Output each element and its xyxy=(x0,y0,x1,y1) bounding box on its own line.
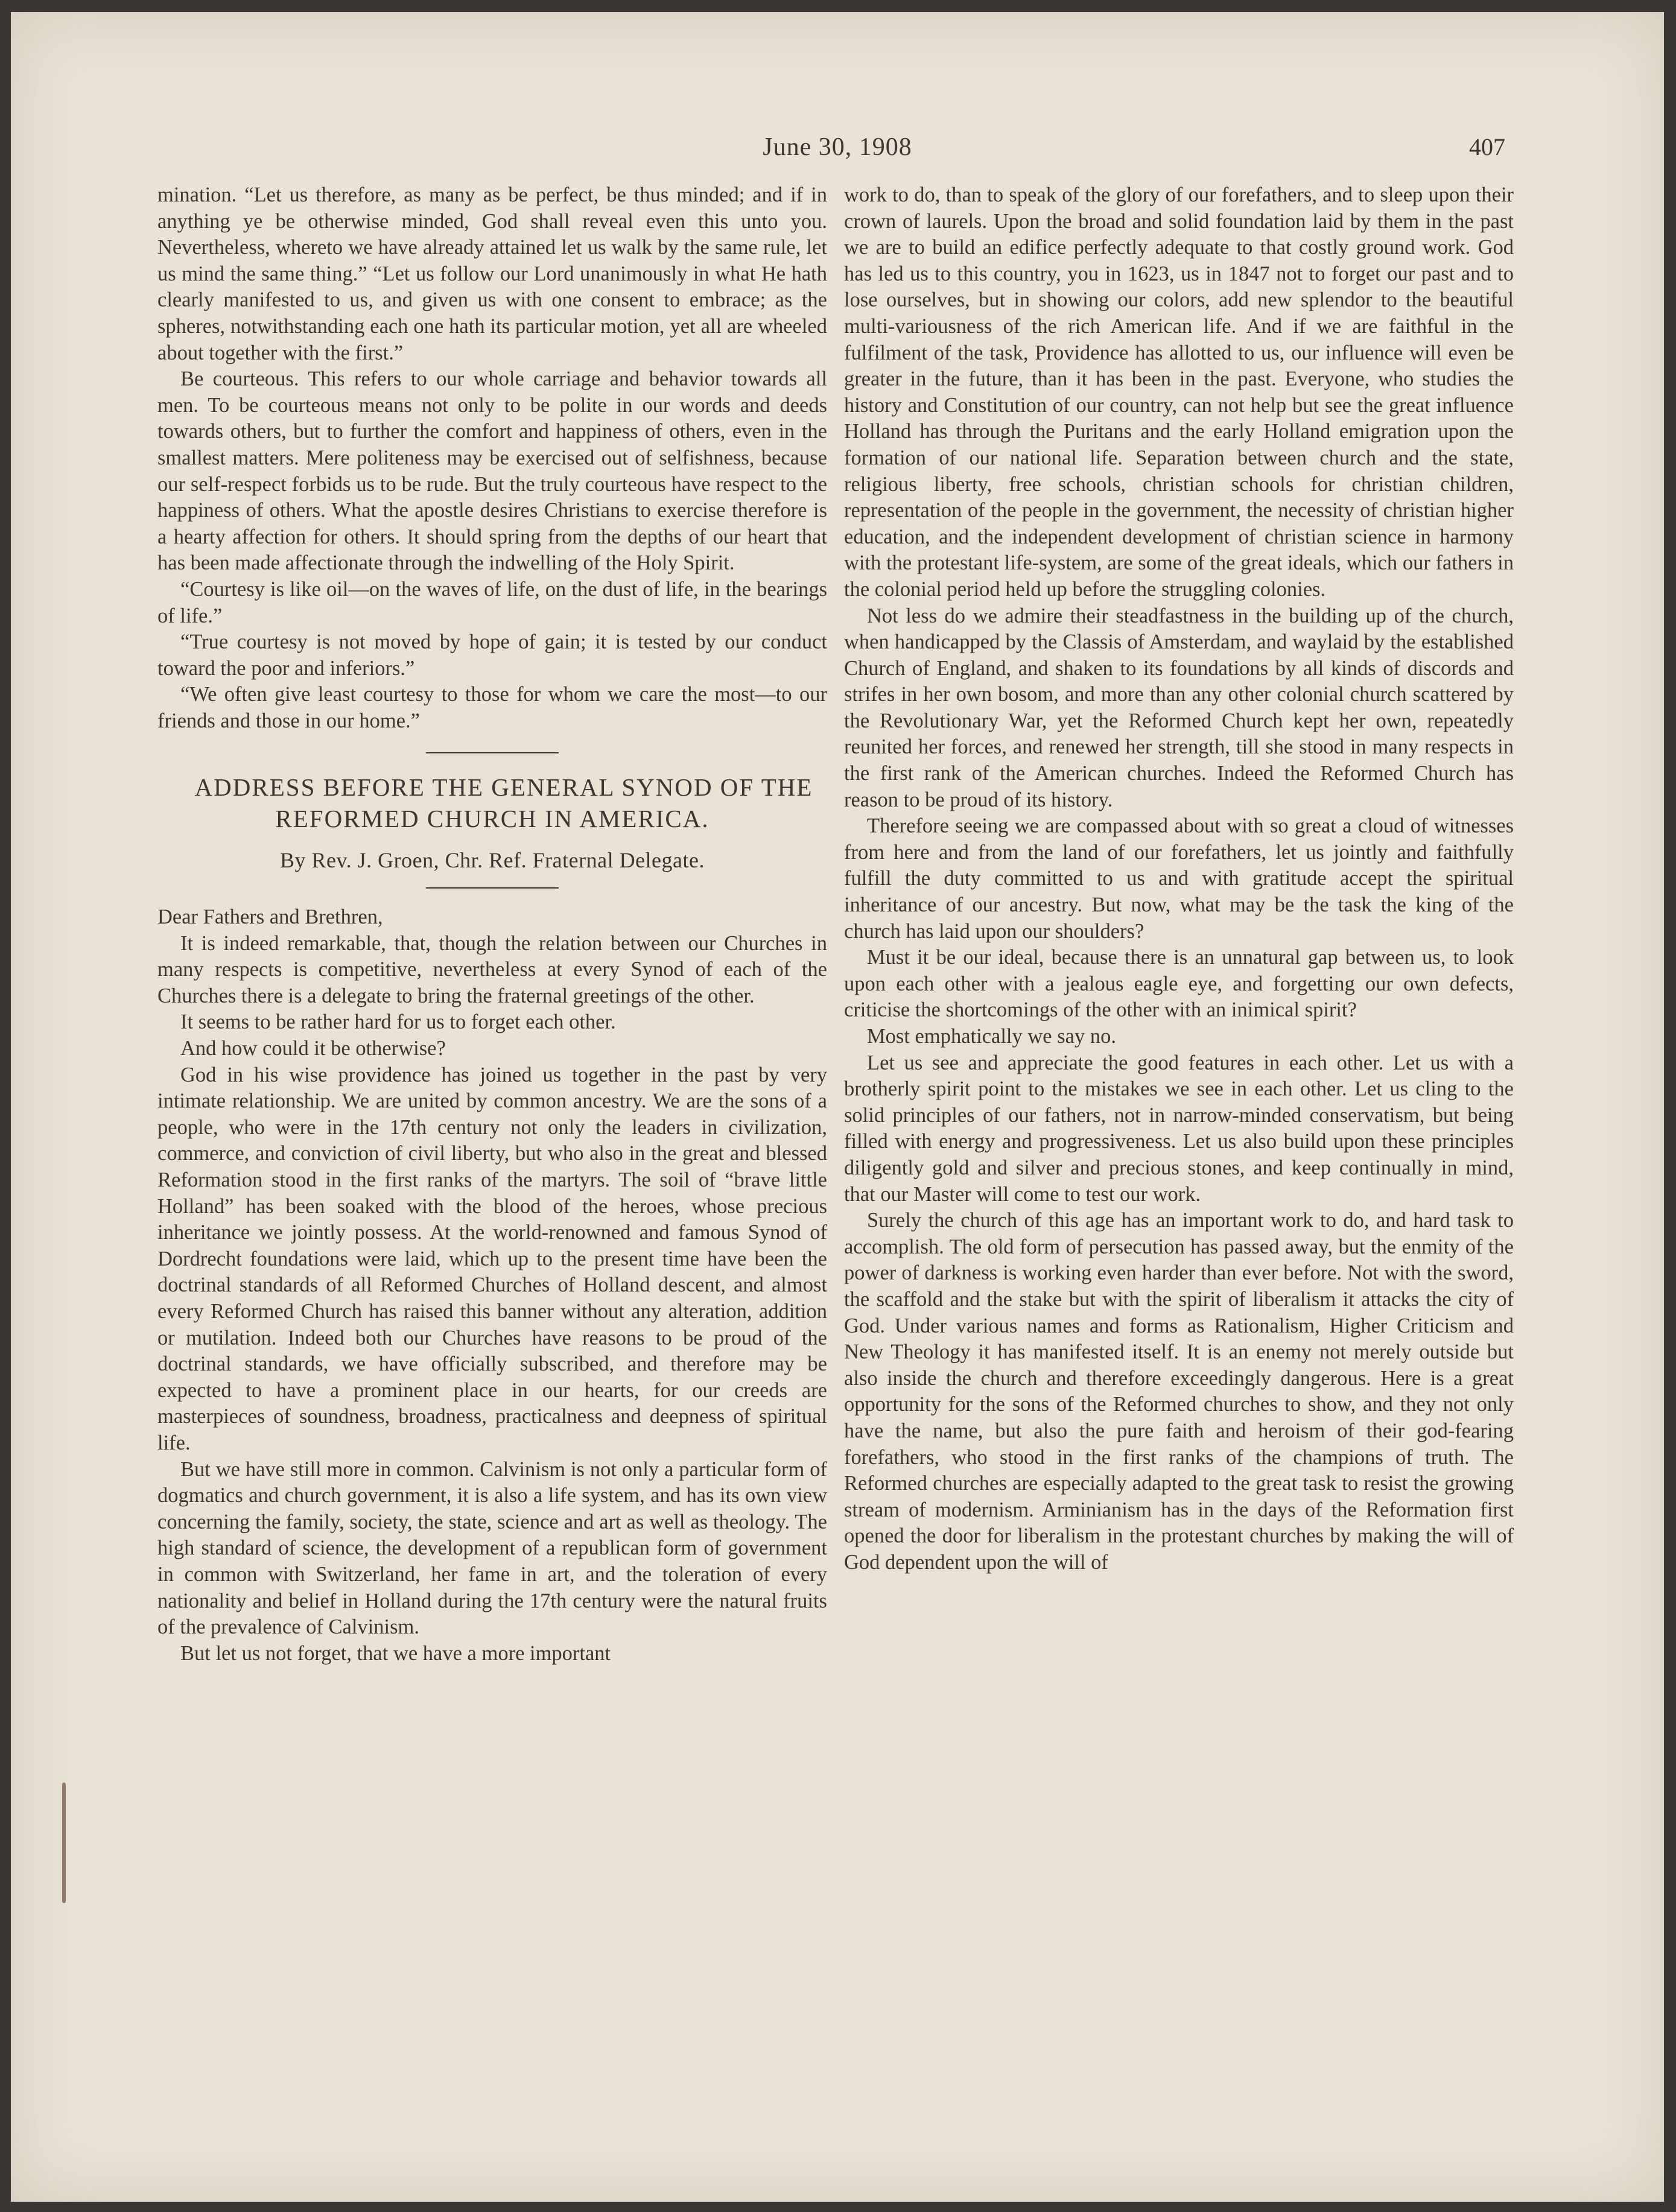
paragraph: Most emphatically we say no. xyxy=(867,1025,1116,1048)
article-byline: By Rev. J. Groen, Chr. Ref. Fraternal Delegate. xyxy=(280,848,705,873)
quote-paragraph: “True courtesy is not moved by hope of gain; it is tested by our conduct toward the poor and inferiors.” xyxy=(157,630,827,680)
salutation: Dear Fathers and Brethren, xyxy=(157,905,383,929)
paragraph: But let us not forget, that we have a more important xyxy=(180,1641,611,1665)
paragraph: Must it be our ideal, because there is an unnatural gap between us, to look upon each other with a jealous eagle eye, and forgetting our own defects, criticise the shortcomings of the other with an inimical spirit? xyxy=(844,946,1514,1022)
paragraph: work to do, than to speak of the glory of our forefathers, and to sleep upon their crown of laurels. Upon the broad and solid foundation laid by them in the past we are to build an edifice perfectly adequate to that costly ground work. God has led us to this country, you in 1623, us in 1847 not to forget our past and to lose ourselves, but in showing our colors, add new splendor to the beautiful multi-variousness of the rich American life. And if we are faithful in the fulfilment of the task, Providence has allotted to us, our influence will even be greater in the future, than it has been in the past. Everyone, who studies the history and Constitution of our country, can not help but see the great influence Holland has through the Puritans and the early Holland emigration upon the formation of our national life. Separation between church and the state, religious liberty, free schools, christian schools for christian children, representation of the people in the government, the necessity of christian higher education, and the independent development of christian science in harmony with the protestant life-system, are some of the great ideals, which our fathers in the colonial period held up before the struggling colonies. xyxy=(844,183,1514,601)
paragraph: Be courteous. This refers to our whole carriage and behavior towards all men. To be courteous means not only to be polite in our words and deeds towards others, but to further the comfort and happiness of others, even in the smallest matters. Mere politeness may be exercised out of selfishness, because our self-respect forbids us to be rude. But the truly courteous have respect to the happiness of others. What the apostle desires Christians to exercise therefore is a hearty affection for others. It should spring from the depths of our heart that has been made affectionate through the indwelling of the Holy Spirit. xyxy=(157,367,827,575)
article-title: ADDRESS BEFORE THE GENERAL SYNOD OF THE REFORMED CHURCH IN AMERICA. xyxy=(194,773,813,833)
margin-ink-mark xyxy=(62,1783,66,1903)
quote-paragraph: “Courtesy is like oil—on the waves of life, on the dust of life, in the bearings of life.” xyxy=(157,577,827,627)
paragraph: And how could it be otherwise? xyxy=(180,1037,446,1060)
paragraph: Therefore seeing we are compassed about with so great a cloud of witnesses from here and from the land of our forefathers, let us jointly and faithfully fulfill the duty committed to us and with gratitude accept the spiritual inheritance of our ancestry. But now, what may be the task the king of the church has laid upon our shoulders? xyxy=(844,814,1514,943)
paragraph: mination. “Let us therefore, as many as be perfect, be thus minded; and if in anything ye be otherwise minded, God shall reveal even this unto you. Nevertheless, whereto we have already attained let us walk by the same rule, let us mind the same thing.” “Let us follow our Lord unanimously in what He hath clearly manifested to us, and given us with one consent to embrace; as the spheres, notwithstanding each one hath its particular motion, yet all are wheeled about together with the first.” xyxy=(157,183,827,364)
paragraph: It is indeed remarkable, that, though the relation between our Churches in many respects is competitive, nevertheless at every Synod of each of the Churches there is a delegate to bring the fraternal greetings of the other. xyxy=(157,931,827,1007)
paragraph: It seems to be rather hard for us to forget each other. xyxy=(180,1010,616,1034)
paragraph: Not less do we admire their steadfastness in the building up of the church, when handicapped by the Classis of Amsterdam, and waylaid by the established Church of England, and shaken to its foundations by all kinds of discords and strifes in her own bosom, and more than any other colonial church scattered by the Revolutionary War, yet the Reformed Church kept her own, repeatedly reunited her forces, and renewed her strength, till she stood in many respects in the first rank of the American churches. Indeed the Reformed Church has reason to be proud of its history. xyxy=(844,604,1514,811)
paragraph: Surely the church of this age has an important work to do, and hard task to accomplish. The old form of persecution has passed away, but the enmity of the power of darkness is working even harder than ever before. Not with the sword, the scaffold and the stake but with the spirit of liberalism it attacks the city of God. Under various names and forms as Rationalism, Higher Criticism and New Theology it has manifested itself. It is an enemy not merely outside but also inside the church and therefore exceedingly dangerous. Here is a great opportunity for the sons of the Reformed churches to show, and they not only have the name, but also the pure faith and heroism of their god-fearing forefathers, who stood in the first ranks of the champions of truth. The Reformed churches are especially adapted to the great task to resist the growing stream of modernism. Arminianism has in the days of the Reformation first opened the door for liberalism in the protestant churches by making the will of God dependent upon the will of xyxy=(844,1209,1514,1574)
section-divider xyxy=(426,752,559,753)
page-number: 407 xyxy=(1469,133,1505,160)
paragraph: Let us see and appreciate the good features in each other. Let us with a brotherly spirit point to the mistakes we see in each other. Let us cling to the solid principles of our fathers, not in narrow-minded conservatism, but being filled with energy and progressiveness. Let us also build upon these principles diligently gold and silver and precious stones, and keep continually in mind, that our Master will come to test our work. xyxy=(844,1051,1514,1206)
quote-paragraph: “We often give least courtesy to those for whom we care the most—to our friends and those in our home.” xyxy=(157,683,827,732)
paragraph: But we have still more in common. Calvinism is not only a particular form of dogmatics and church government, it is also a life system, and has its own view concerning the family, society, the state, science and art as well as theology. The high standard of science, the development of a republican form of government in common with Switzerland, her fame in art, and the toleration of every nationality and belief in Holland during the 17th century were the natural fruits of the prevalence of Calvinism. xyxy=(157,1457,827,1639)
right-column xyxy=(844,182,1514,1576)
paragraph: God in his wise providence has joined us together in the past by very intimate relationship. We are united by common ancestry. We are the sons of a people, who were in the 17th century not only the leaders in civilization, commerce, and conviction of civil liberty, but who also in the great and blessed Reformation stood in the first ranks of the martyrs. The soil of “brave little Holland” has been soaked with the blood of the heroes, whose precious inheritance we jointly possess. At the world-renowned and famous Synod of Dordrecht foundations were laid, which up to the present time have been the doctrinal standards of all Reformed Churches of Holland descent, and almost every Reformed Church has raised this banner without any alteration, addition or mutilation. Indeed both our Churches have reasons to be proud of the doctrinal standards, we have officially subscribed, and therefore may be expected to have a prominent place in our hearts, for our creeds are masterpieces of soundness, broadness, practicalness and deepness of spiritual life. xyxy=(157,1063,827,1454)
left-column xyxy=(157,182,827,1667)
document-page xyxy=(11,12,1664,2202)
byline-divider xyxy=(426,887,559,889)
page-date: June 30, 1908 xyxy=(763,133,912,161)
page-header xyxy=(11,133,1664,169)
